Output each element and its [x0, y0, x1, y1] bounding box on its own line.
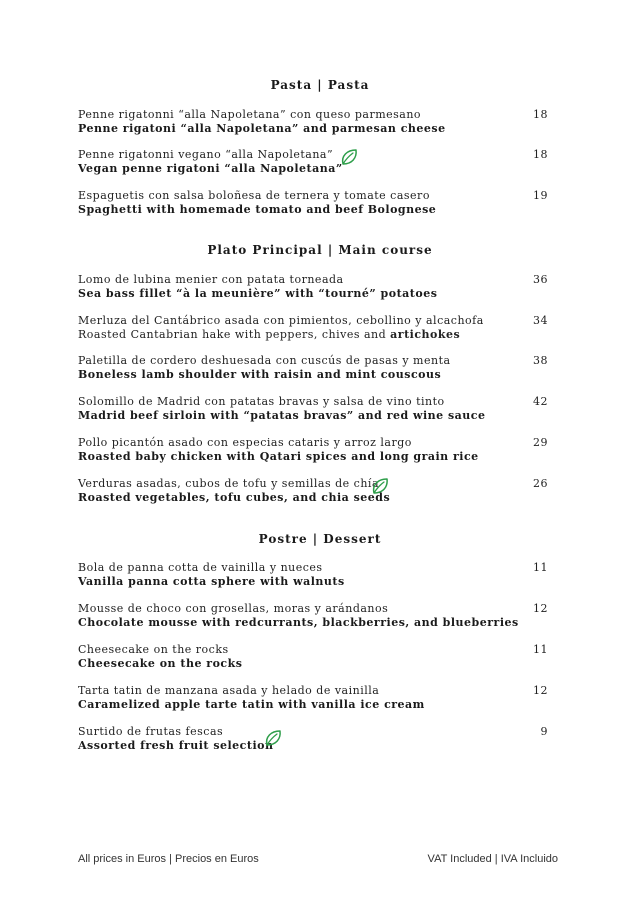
item-price: 11	[533, 643, 548, 656]
section-title-pasta: Pasta | Pasta	[270, 78, 370, 92]
item-price: 38	[533, 354, 548, 367]
item-price: 12	[533, 684, 548, 697]
section-title-main-course: Plato Principal | Main course	[207, 243, 433, 257]
item-name-en: Cheesecake on the rocks	[78, 657, 243, 670]
item-price: 12	[533, 602, 548, 615]
leaf-icon	[339, 147, 359, 167]
item-name-es: Verduras asadas, cubos de tofu y semillas de chía	[78, 477, 379, 490]
item-price: 36	[533, 273, 548, 286]
item-name-en: Penne rigatoni “alla Napoletana” and parmesan cheese	[78, 122, 446, 135]
footer-vat-note: VAT Included | IVA Incluido	[427, 853, 558, 865]
item-name-en: Spaghetti with homemade tomato and beef Bolognese	[78, 203, 437, 216]
item-name-en: Roasted baby chicken with Qatari spices and long grain rice	[78, 450, 479, 463]
item-name-en	[78, 328, 460, 341]
item-price: 34	[533, 314, 548, 327]
menu-item	[78, 395, 558, 425]
item-name-en: Sea bass fillet “à la meunière” with “tourné” potatoes	[78, 287, 438, 300]
item-price: 29	[533, 436, 548, 449]
item-name-es: Pollo picantón asado con especias cataris y arroz largo	[78, 436, 412, 449]
item-name-en: Roasted vegetables, tofu cubes, and chia seeds	[78, 491, 391, 504]
menu-item	[78, 477, 558, 507]
item-price: 18	[533, 108, 548, 121]
menu-item	[78, 189, 558, 219]
section-title-dessert: Postre | Dessert	[258, 532, 382, 546]
item-name-en: Vanilla panna cotta sphere with walnuts	[78, 575, 345, 588]
item-name-es: Penne rigatonni “alla Napoletana” con queso parmesano	[78, 108, 422, 121]
item-name-en-plain: Roasted Cantabrian hake with peppers, chives and	[78, 328, 391, 341]
item-name-es: Bola de panna cotta de vainilla y nueces	[78, 561, 323, 574]
menu-item	[78, 436, 558, 466]
menu-item	[78, 602, 558, 632]
item-price: 19	[533, 189, 548, 202]
item-name-en-bold: artichokes	[390, 328, 461, 341]
menu-item	[78, 314, 558, 344]
item-name-es: Mousse de choco con grosellas, moras y arándanos	[78, 602, 389, 615]
menu-item	[78, 108, 558, 138]
menu-item	[78, 643, 558, 673]
item-name-es: Penne rigatonni vegano “alla Napoletana”	[78, 148, 334, 161]
menu-item	[78, 684, 558, 714]
item-name-es: Paletilla de cordero deshuesada con cuscús de pasas y menta	[78, 354, 451, 367]
item-name-es: Solomillo de Madrid con patatas bravas y salsa de vino tinto	[78, 395, 445, 408]
item-name-es: Cheesecake on the rocks	[78, 643, 229, 656]
leaf-icon	[370, 476, 390, 496]
item-price: 9	[540, 725, 548, 738]
leaf-icon	[263, 728, 283, 748]
item-name-en: Caramelized apple tarte tatin with vanilla ice cream	[78, 698, 425, 711]
menu-item	[78, 148, 558, 178]
menu-item	[78, 561, 558, 591]
menu-item	[78, 354, 558, 384]
item-price: 26	[533, 477, 548, 490]
item-name-es: Merluza del Cantábrico asada con pimientos, cebollino y alcachofa	[78, 314, 484, 327]
item-price: 42	[533, 395, 548, 408]
item-name-en: Assorted fresh fruit selection	[78, 739, 274, 752]
menu-item	[78, 273, 558, 303]
item-name-en: Boneless lamb shoulder with raisin and mint couscous	[78, 368, 442, 381]
item-name-es: Surtido de frutas fescas	[78, 725, 224, 738]
item-name-es: Espaguetis con salsa boloñesa de ternera y tomate casero	[78, 189, 430, 202]
item-price: 18	[533, 148, 548, 161]
item-name-en: Vegan penne rigatoni “alla Napoletana”	[78, 162, 343, 175]
footer-currency-note: All prices in Euros | Precios en Euros	[78, 853, 259, 865]
item-name-en: Chocolate mousse with redcurrants, blackberries, and blueberries	[78, 616, 519, 629]
item-name-es: Lomo de lubina menier con patata torneada	[78, 273, 344, 286]
menu-item	[78, 725, 558, 755]
item-name-es: Tarta tatin de manzana asada y helado de vainilla	[78, 684, 380, 697]
item-price: 11	[533, 561, 548, 574]
item-name-en: Madrid beef sirloin with “patatas bravas” and red wine sauce	[78, 409, 486, 422]
